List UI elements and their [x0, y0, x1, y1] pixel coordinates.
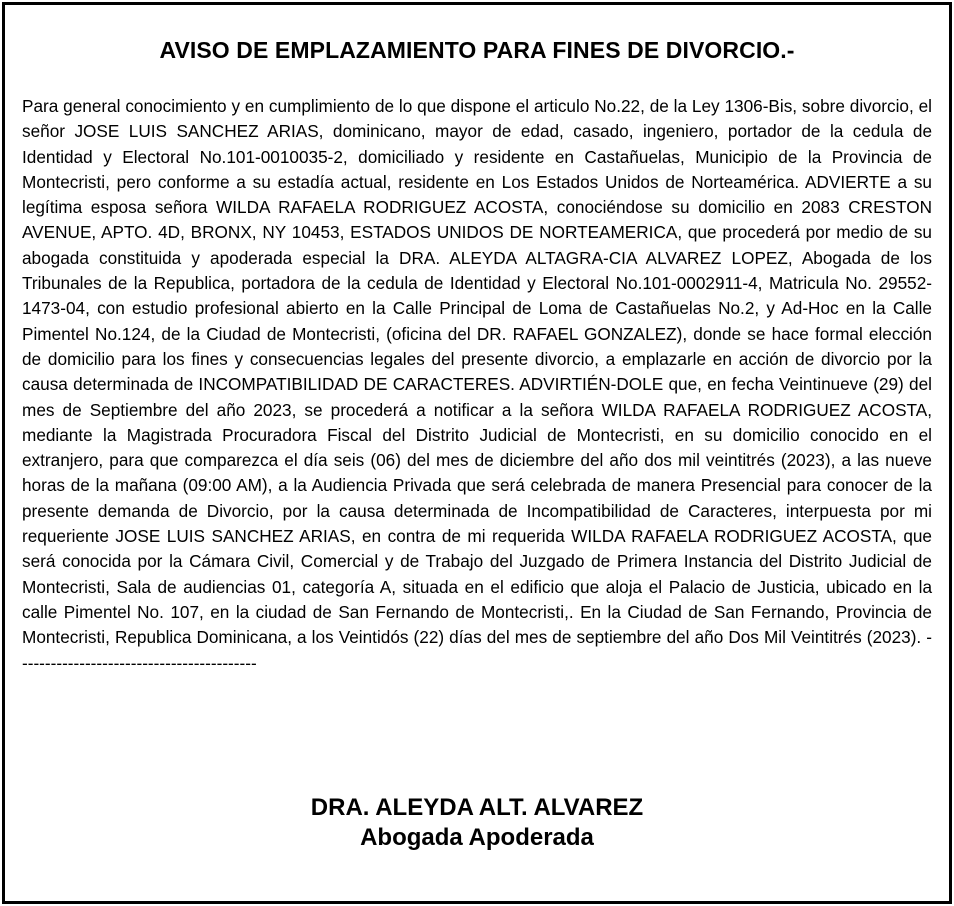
notice-body: Para general conocimiento y en cumplimiento de lo que dispone el articulo No.22, de la Ley 1306-Bis, sobre divorcio, el señor JOSE LUIS SANCHEZ ARIAS, dominicano, mayor de edad, casado, ingeniero, portador de la cedula de Identidad y Electoral No.101-0010035-2, domiciliado y residente en Castañuelas, Municipio de la Provincia de Montecristi, pero conforme a su estadía actual, residente en Los Estados Unidos de Norteamérica. ADVIERTE a su legítima esposa señora WILDA RAFAELA RODRIGUEZ ACOSTA, conociéndose su domicilio en 2083 CRESTON AVENUE, APTO. 4D, BRONX, NY 10453, ESTADOS UNIDOS DE NORTEAMERICA, que procederá por medio de su abogada constituida y apoderada especial la DRA. ALEYDA ALTAGRA-CIA ALVAREZ LOPEZ, Abogada de los Tribunales de la Republica, portadora de la cedula de Identidad y Electoral No.101-0002911-4, Matricula No. 29552-1473-04, con estudio profesional abierto en la Calle Principal de Loma de Castañuelas No.2, y Ad-Hoc en la Calle Pimentel No.124, de la Ciudad de Montecristi, (oficina del DR. RAFAEL GONZALEZ), donde se hace formal elección de domicilio para los fines y consecuencias legales del presente divorcio, a emplazarle en acción de divorcio por la causa determinada de INCOMPATIBILIDAD DE CARACTERES. ADVIRTIÉN-DOLE que, en fecha Veintinueve (29) del mes de Septiembre del año 2023, se procederá a notificar a la señora WILDA RAFAELA RODRIGUEZ ACOSTA, mediante la Magistrada Procuradora Fiscal del Distrito Judicial de Montecristi, en su domicilio conocido en el extranjero, para que comparezca el día seis (06) del mes de diciembre del año dos mil veintitrés (2023), a las nueve horas de la mañana (09:00 AM), a la Audiencia Privada que será celebrada de manera Presencial para conocer de la presente demanda de Divorcio, por la causa determinada de Incompatibilidad de Caracteres, interpuesta por mi requeriente JOSE LUIS SANCHEZ ARIAS, en contra de mi requerida WILDA RAFAELA RODRIGUEZ ACOSTA, que será conocida por la Cámara Civil, Comercial y de Trabajo del Juzgado de Primera Instancia del Distrito Judicial de Montecristi, Sala de audiencias 01, categoría A, situada en el edificio que aloja el Palacio de Justicia, ubicado en la calle Pimentel No. 107, en la ciudad de San Fernando de Montecristi,. En la Ciudad de San Fernando, Provincia de Montecristi, Republica Dominicana, a los Veintidós (22) días del mes de septiembre del año Dos Mil Veintitrés (2023). ------------------------------------------ [22, 96, 932, 673]
signature-role: Abogada Apoderada [360, 824, 594, 851]
signature-name: DRA. ALEYDA ALT. ALVAREZ [310, 794, 644, 821]
notice-frame [2, 2, 952, 904]
notice-title: AVISO DE EMPLAZAMIENTO PARA FINES DE DIVORCIO.- [159, 37, 795, 63]
